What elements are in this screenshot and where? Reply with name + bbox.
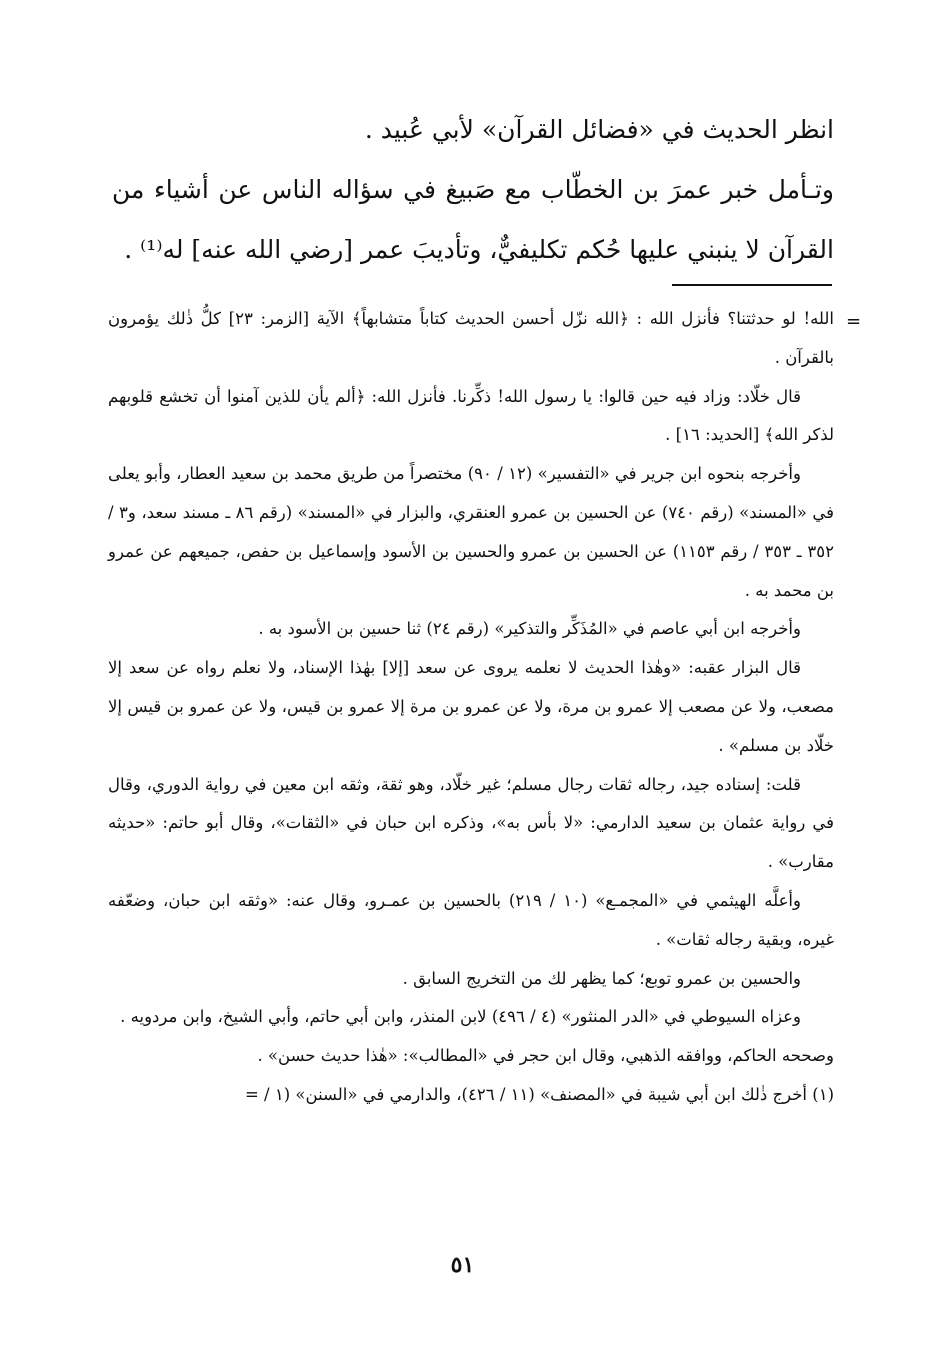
footnote-line: والحسين بن عمرو توبع؛ كما يظهر لك من التخريج السابق . bbox=[402, 968, 801, 988]
footnotes bbox=[108, 300, 834, 1115]
footnote-line: وأخرجه بنحوه ابن جرير في «التفسير» (١٢ / ٩٠) مختصراً من طريق محمد بن سعيد العطار، وأبو يعلى في «المسند» (رقم ٧٤٠) عن الحسين بن عمرو العنقري، والبزار في «المسند» (رقم ٨٦ ـ مسند سعد، و٣ / ٣٥٢ ـ ٣٥٣ / رقم ١١٥٣) عن الحسين بن عمرو والحسين بن الأسود وإسماعيل بن حفص، جميعهم عن عمرو بن محمد به . bbox=[108, 464, 834, 600]
footnote-line: وأعلَّه الهيثمي في «المجمـع» (١٠ / ٢١٩) بالحسين بن عمـرو، وقال عنه: «وثقه ابن حبان، وضعّفه غيره، وبقية رجاله ثقات» . bbox=[108, 890, 834, 949]
footnote-line: قال البزار عقبه: «وهٰذا الحديث لا نعلمه يروى عن سعد [إلا] بهٰذا الإسناد، ولا نعلم رواه عن سعد إلا مصعب، ولا عن مصعب إلا عمرو بن مرة، ولا عن عمرو بن مرة إلا عمرو بن قيس، ولا عن عمرو بن قيس إلا خلّاد بن مسلم» . bbox=[108, 658, 834, 755]
footnote-line: وعزاه السيوطي في «الدر المنثور» (٤ / ٤٩٦) لابن المنذر، وابن أبي حاتم، وأبي الشيخ، وابن مردويه . bbox=[120, 1007, 801, 1027]
footnote-separator bbox=[672, 284, 832, 286]
main-text bbox=[112, 100, 834, 280]
footnote-line: وأخرجه ابن أبي عاصم في «المُذَكِّر والتذكير» (رقم ٢٤) ثنا حسين بن الأسود به . bbox=[258, 619, 801, 639]
footnote-line: الله! لو حدثتنا؟ فأنزل الله : ﴿الله نزّل أحسن الحديث كتاباً متشابهاً﴾ الآية [الزمر: ٢٣] كلُّ ذٰلك يؤمرون بالقرآن . bbox=[108, 309, 835, 367]
footnote-line: وصححه الحاكم، ووافقه الذهبي، وقال ابن حجر في «المطالب»: «هٰذا حديث حسن» . bbox=[257, 1046, 834, 1066]
footnote-line: قال خلّاد: وزاد فيه حين قالوا: يا رسول الله! ذكِّرنا. فأنزل الله: ﴿ألم يأن للذين آمنوا أن تخشع قلوبهم لذكر الله﴾ [الحديد: ١٦] . bbox=[108, 386, 834, 445]
footnote-1: (١) أخرج ذٰلك ابن أبي شيبة في «المصنف» (١١ / ٤٢٦)، والدارمي في «السنن» (١ / = bbox=[244, 1084, 834, 1104]
main-paragraph-2: وتـأمل خبر عمرَ بن الخطّاب مع صَبيغ في سؤاله الناس عن أشياء من القرآن لا ينبني عليها حُكم تكليفيٌّ، وتأديبَ عمر [رضي الله عنه] له⁽¹⁾ . bbox=[112, 175, 834, 264]
main-paragraph-1: انظر الحديث في «فضائل القرآن» لأبي عُبيد . bbox=[364, 115, 834, 144]
page-number: ٥١ bbox=[450, 1252, 475, 1278]
footnote-line: قلت: إسناده جيد، رجاله ثقات رجال مسلم؛ غير خلّاد، وهو ثقة، وثقه ابن معين في رواية الدوري، وقال في رواية عثمان بن سعيد الدارمي: «لا بأس به»، وذكره ابن حبان في «الثقات»، وقال أبو حاتم: «حديثه مقارب» . bbox=[108, 774, 834, 872]
continuation-mark: = bbox=[846, 311, 862, 332]
